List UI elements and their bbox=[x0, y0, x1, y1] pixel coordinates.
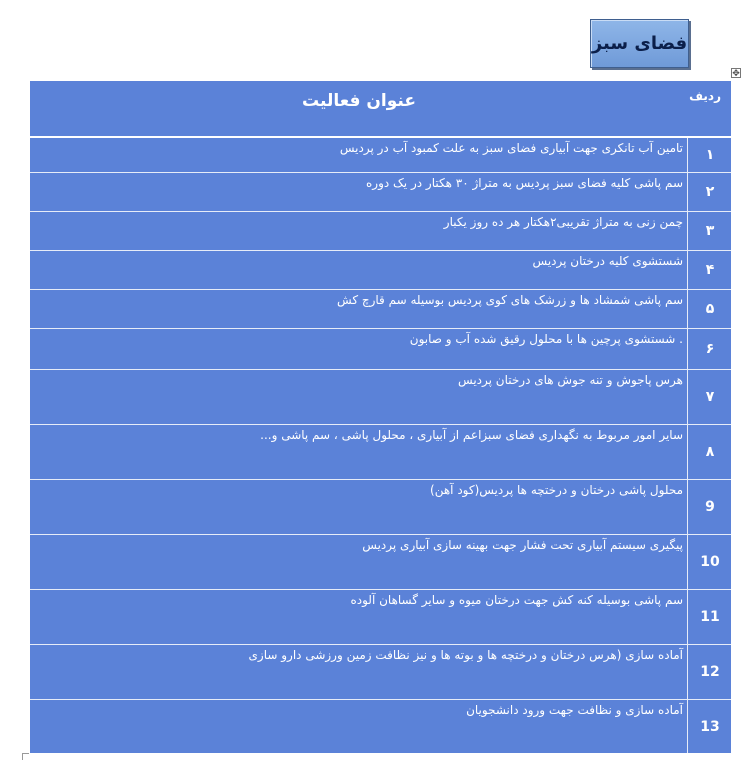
row-text: چمن زنی به متراژ تقریبی۲هکتار هر ده روز یکبار bbox=[443, 215, 683, 229]
table-row bbox=[30, 138, 731, 173]
row-number: 11 bbox=[700, 609, 720, 625]
table-header bbox=[30, 81, 731, 138]
table-row bbox=[30, 212, 731, 251]
row-number: 9 bbox=[705, 499, 715, 515]
row-text: آماده سازی و نظافت جهت ورود دانشجویان bbox=[466, 703, 683, 717]
table-row bbox=[30, 173, 731, 212]
page-corner-mark bbox=[22, 753, 29, 760]
row-text: محلول پاشی درختان و درختچه ها پردیس(کود آهن) bbox=[430, 483, 683, 497]
table-row bbox=[30, 290, 731, 329]
row-number: 13 bbox=[700, 718, 720, 735]
row-text: سم پاشی بوسیله کنه کش جهت درختان میوه و سایر گساهان آلوده bbox=[350, 593, 683, 607]
row-text: تامین آب تانکری جهت آبیاری فضای سبز به علت کمبود آب در پردیس bbox=[339, 141, 683, 155]
header-row-number: ردیف bbox=[689, 89, 721, 103]
row-number: ۱ bbox=[705, 147, 715, 163]
row-number: ۶ bbox=[705, 341, 715, 357]
table-row bbox=[30, 370, 731, 425]
row-number: ۳ bbox=[705, 223, 715, 239]
page-title: فضای سبز bbox=[590, 19, 689, 68]
row-text: سایر امور مربوط به نگهداری فضای سبزاعم از آبیاری ، محلول پاشی ، سم پاشی و... bbox=[260, 428, 683, 442]
row-number: ۴ bbox=[705, 262, 715, 278]
row-text: سم پاشی کلیه فضای سبز پردیس به متراژ ۳۰ هکتار در یک دوره bbox=[366, 176, 683, 190]
row-number: ۸ bbox=[705, 444, 715, 460]
row-text: پیگیری سیستم آبیاری تحت فشار جهت بهینه سازی آبیاری پردیس bbox=[362, 538, 683, 552]
row-text: هرس پاجوش و تنه جوش های درختان پردیس bbox=[458, 373, 683, 387]
table-row bbox=[30, 251, 731, 290]
table-row bbox=[30, 480, 731, 535]
row-number: ۷ bbox=[705, 389, 715, 405]
row-number: ۵ bbox=[705, 301, 715, 317]
row-number: 10 bbox=[700, 554, 720, 570]
row-text: . شستشوی پرچین ها با محلول رقیق شده آب و صابون bbox=[409, 332, 683, 346]
row-number: 12 bbox=[700, 664, 720, 680]
activities-table bbox=[30, 81, 731, 753]
row-number: ۲ bbox=[705, 184, 715, 200]
header-activity-title: عنوان فعالیت bbox=[302, 91, 416, 111]
table-row bbox=[30, 425, 731, 480]
table-move-handle-icon[interactable]: ✥ bbox=[732, 69, 740, 79]
table-row bbox=[30, 700, 731, 753]
row-text: آماده سازی (هرس درختان و درختچه ها و بوته ها و نیز نظافت زمین ورزشی دارو سازی bbox=[248, 648, 683, 662]
row-text: سم پاشی شمشاد ها و زرشک های کوی پردیس بوسیله سم قارچ کش bbox=[337, 293, 683, 307]
row-text: شستشوی کلیه درختان پردیس bbox=[532, 254, 683, 268]
table-row bbox=[30, 590, 731, 645]
table-row bbox=[30, 535, 731, 590]
table-row bbox=[30, 329, 731, 370]
table-row bbox=[30, 645, 731, 700]
